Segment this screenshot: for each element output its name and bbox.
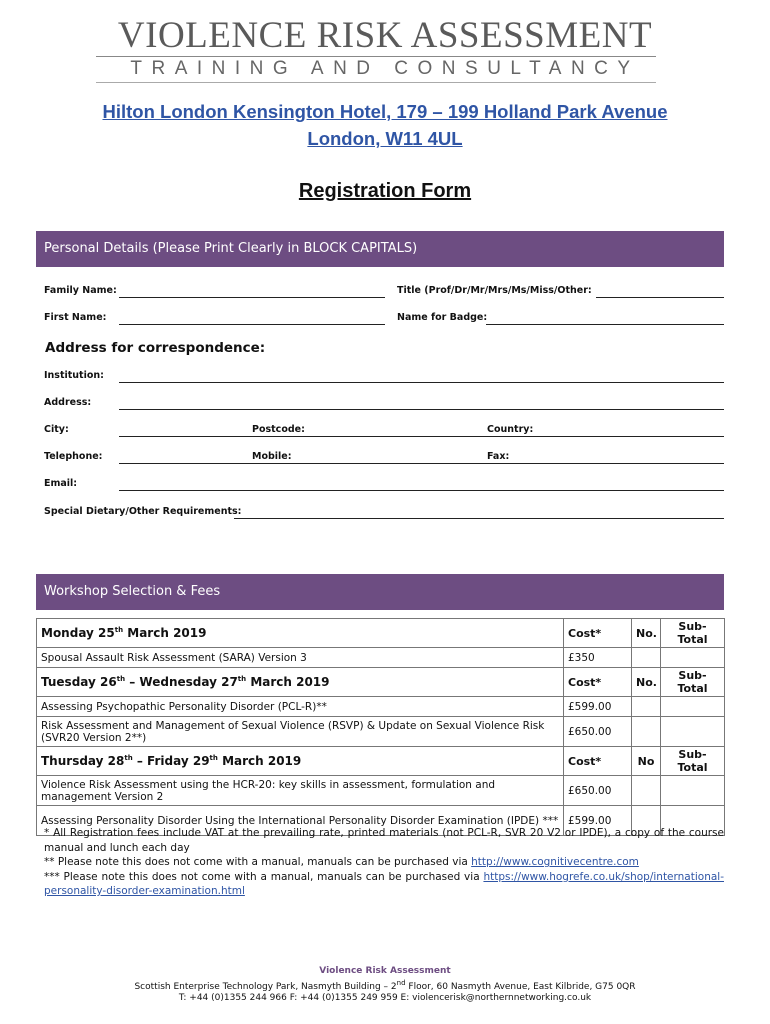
telephone-label: Telephone: (44, 451, 103, 462)
dietary-label: Special Dietary/Other Requirements: (44, 506, 242, 517)
course-name: Assessing Psychopathic Personality Disorder (PCL-R)** (37, 697, 564, 717)
subtotal-header: Sub-Total (661, 619, 725, 648)
address-heading: Address for correspondence: (45, 340, 266, 356)
table-row (37, 697, 725, 717)
cost-header: Cost* (564, 668, 632, 697)
subtotal-cell[interactable] (661, 648, 725, 668)
no-header: No (632, 747, 661, 776)
table-row (37, 717, 725, 747)
hogrefe-link[interactable]: https://www.hogrefe.co.uk/shop/international-personality-disorder-examination.html (44, 870, 724, 897)
postcode-label: Postcode: (252, 424, 305, 435)
course-price: £599.00 (564, 697, 632, 717)
logo-subtitle: TRAINING AND CONSULTANCY (130, 58, 640, 79)
fee-notes (44, 826, 724, 899)
fees-table (36, 618, 725, 836)
title-label: Title (Prof/Dr/Mr/Mrs/Ms/Miss/Other: (397, 285, 592, 296)
institution-label: Institution: (44, 370, 104, 381)
course-price: £350 (564, 648, 632, 668)
first-name-field[interactable] (119, 324, 385, 325)
table-row (37, 648, 725, 668)
footer-org: Violence Risk Assessment (319, 966, 451, 976)
address-label: Address: (44, 397, 92, 408)
telephone-field[interactable] (119, 463, 724, 464)
country-label: Country: (487, 424, 534, 435)
course-name: Risk Assessment and Management of Sexual Violence (RSVP) & Update on Sexual Violence Risk (SVR20 Version 2**) (37, 717, 564, 747)
workshop-header: Workshop Selection & Fees (36, 574, 724, 610)
city-field[interactable] (119, 436, 724, 437)
logo-divider-bottom (96, 82, 656, 83)
day-header-thursday (37, 747, 725, 776)
first-name-label: First Name: (44, 312, 107, 323)
cognitive-centre-link[interactable]: http://www.cognitivecentre.com (471, 856, 639, 868)
logo-title: VIOLENCE RISK ASSESSMENT (117, 15, 653, 56)
day-header-monday (37, 619, 725, 648)
form-title: Registration Form (298, 180, 472, 202)
note-ipde: *** Please note this does not come with a manual, manuals can be purchased via https://www.hogrefe.co.uk/shop/international-personality-disorder-examination.html (44, 870, 724, 897)
course-price: £599.00 (564, 806, 632, 836)
address-field[interactable] (119, 409, 724, 410)
subtotal-cell[interactable] (661, 776, 725, 806)
table-row (37, 776, 725, 806)
institution-field[interactable] (119, 382, 724, 383)
day-header-tuesday (37, 668, 725, 697)
course-name: Assessing Personality Disorder Using the International Personality Disorder Examination (IPDE) *** (37, 806, 564, 836)
city-label: City: (44, 424, 69, 435)
course-price: £650.00 (564, 717, 632, 747)
no-header: No. (632, 668, 661, 697)
subtotal-cell[interactable] (661, 717, 725, 747)
mobile-label: Mobile: (252, 451, 292, 462)
personal-details-header: Personal Details (Please Print Clearly in BLOCK CAPITALS) (36, 231, 724, 267)
note-vat: * All Registration fees include VAT at the prevailing rate, printed materials (not PCL-R, SVR 20 V2 or IPDE), a copy of the course manual and lunch each day (44, 827, 724, 854)
course-price: £650.00 (564, 776, 632, 806)
logo-divider (96, 56, 656, 57)
footer-contact: T: +44 (0)1355 244 966 F: +44 (0)1355 249 959 E: violencerisk@northernnetworking.co.uk (178, 993, 592, 1003)
email-label: Email: (44, 478, 78, 489)
day-title: Thursday 28th – Friday 29th March 2019 (37, 747, 564, 776)
fax-label: Fax: (487, 451, 510, 462)
note-pclr: ** Please note this does not come with a manual, manuals can be purchased via http://www.cognitivecentre.com (44, 856, 639, 868)
venue-line-2: London, W11 4UL (307, 128, 463, 149)
venue-line-1: Hilton London Kensington Hotel, 179 – 199 Holland Park Avenue (102, 101, 668, 122)
day-title: Monday 25th March 2019 (37, 619, 564, 648)
subtotal-header: Sub-Total (661, 747, 725, 776)
dietary-field[interactable] (234, 518, 724, 519)
family-name-field[interactable] (119, 297, 385, 298)
qty-cell[interactable] (632, 697, 661, 717)
email-field[interactable] (119, 490, 724, 491)
qty-cell[interactable] (632, 776, 661, 806)
badge-name-field[interactable] (486, 324, 724, 325)
qty-cell[interactable] (632, 648, 661, 668)
subtotal-header: Sub-Total (661, 668, 725, 697)
no-header: No. (632, 619, 661, 648)
qty-cell[interactable] (632, 717, 661, 747)
subtotal-cell[interactable] (661, 697, 725, 717)
footer-address: Scottish Enterprise Technology Park, Nasmyth Building – 2nd Floor, 60 Nasmyth Avenue, East Kilbride, G75 0QR (134, 979, 636, 992)
day-title: Tuesday 26th – Wednesday 27th March 2019 (37, 668, 564, 697)
cost-header: Cost* (564, 619, 632, 648)
title-field[interactable] (596, 297, 724, 298)
course-name: Violence Risk Assessment using the HCR-20: key skills in assessment, formulation and management Version 2 (37, 776, 564, 806)
cost-header: Cost* (564, 747, 632, 776)
course-name: Spousal Assault Risk Assessment (SARA) Version 3 (37, 648, 564, 668)
badge-name-label: Name for Badge: (397, 312, 488, 323)
family-name-label: Family Name: (44, 285, 117, 296)
